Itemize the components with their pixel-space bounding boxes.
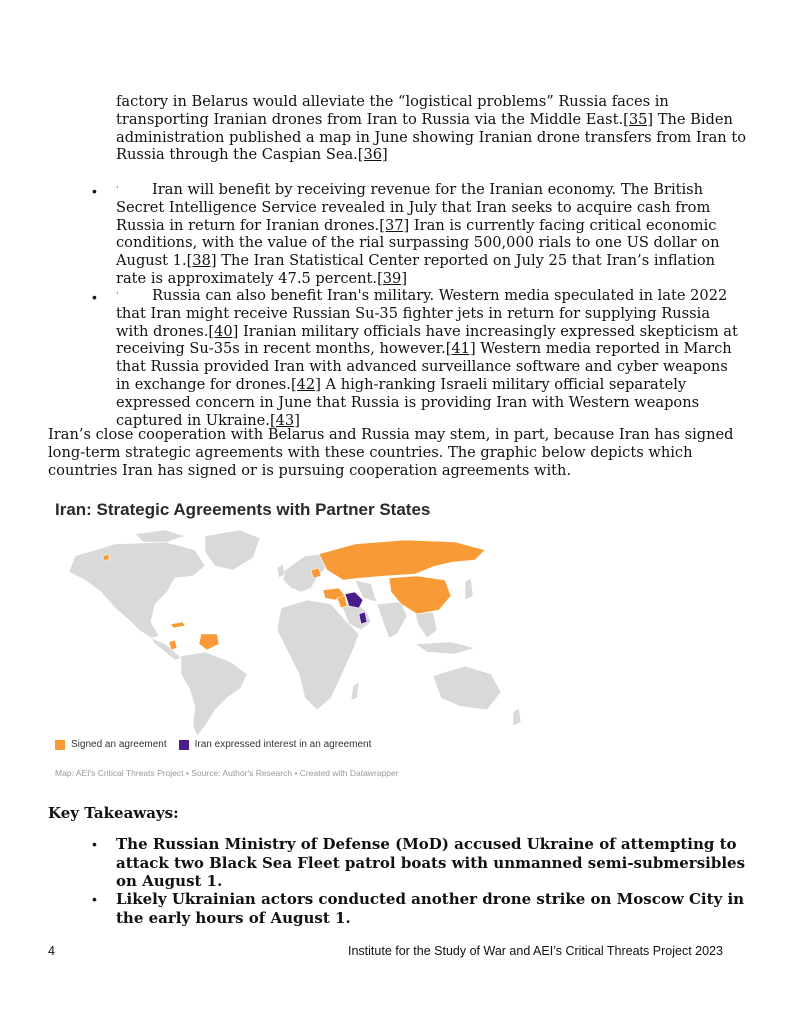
paragraph-text: Russia can also benefit Iran's military. Western media speculated in late 2022 that Iran might receive Russian Su-35 fighter jets in return for supplying Russia with drones. [116,287,728,340]
paragraph-iran-military [116,287,746,429]
takeaway-item: The Russian Ministry of Defense (MoD) accused Ukraine of attempting to attack two Black Sea Fleet patrol boats with unmanned semi-submersibles on August 1. [116,835,746,890]
paragraph-text: Iran will benefit by receiving revenue for the Iranian economy. The British Secret Intelligence Service revealed in July that Iran seeks to acquire cash from Russia in return for Iranian drones. [116,181,711,234]
paragraph-text: Western media reported in March that Russia provided Iran with advanced surveillance software and cyber weapons in exchange for drones. [116,340,732,393]
paragraph-iran-revenue [116,181,746,288]
map-credit: Map: AEI's Critical Threats Project • Source: Author's Research • Created with Datawrapper [55,768,399,778]
belarus-region [311,568,321,578]
bullet-icon: • [92,891,97,907]
bullet-icon: • [92,836,97,852]
paragraph-intro: Iran’s close cooperation with Belarus and Russia may stem, in part, because Iran has signed long-term strategic agreements with these countries. The graphic below depicts which countries Iran has signed or is pursuing cooperation agreements with. [48,426,734,479]
page-number: 4 [48,944,55,958]
cuba-region [171,622,185,628]
footnote-link-43[interactable]: [43] [269,411,300,429]
footnote-link-40[interactable]: [40] [208,322,239,340]
greenland-shape [205,530,260,570]
legend-swatch-interest [179,740,189,750]
australia-shape [433,666,501,710]
legend-swatch-signed [55,740,65,750]
footnote-link-39[interactable]: [39] [377,269,408,287]
southeast-asia-shape [415,612,437,638]
japan-shape [465,578,473,600]
legend-label-signed: Signed an agreement [71,739,167,750]
world-map-svg [55,526,540,741]
footnote-link-38[interactable]: [38] [186,252,217,270]
north-america-shape [69,542,205,638]
new-zealand-shape [513,708,521,726]
arctic-islands-shape [135,530,185,542]
south-america-shape [181,652,247,736]
bullet-icon: • [92,289,97,305]
paragraph-text: The Iran Statistical Center reported on July 25 that Iran’s inflation rate is approximately 47.5 percent. [116,252,716,287]
footer-source: Institute for the Study of War and AEI’s Critical Threats Project 2023 [348,944,723,958]
map-legend [55,739,371,750]
paragraph-text: Iranian military officials have increasingly expressed skepticism at receiving Su-35s in recent months, however. [116,322,738,358]
world-map [55,526,540,741]
madagascar-shape [351,682,359,700]
iraq-region [337,596,347,608]
bullet-mark: · [116,289,119,299]
indonesia-shape [415,642,475,654]
takeaway-item: Likely Ukrainian actors conducted another drone strike on Moscow City in the early hours of August 1. [116,890,745,927]
paragraph-text: The Biden administration published a map in June showing Iranian drone transfers from Iran to Russia through the Caspian Sea. [116,110,746,164]
central-america-shape [151,638,181,660]
venezuela-region [199,634,219,650]
footnote-link-35[interactable]: [35] [623,110,654,128]
footnote-link-41[interactable]: [41] [445,340,476,358]
russia-region [319,540,485,580]
key-takeaways-heading: Key Takeaways: [48,804,179,822]
map-title: Iran: Strategic Agreements with Partner States [55,500,431,519]
footnote-link-36[interactable]: [36] [357,146,388,164]
paragraph-text: A high-ranking Israeli military official separately expressed concern in June that Russia is providing Iran with Western weapons captured in Ukraine. [116,375,700,429]
paragraph-text: factory in Belarus would alleviate the “logistical problems” Russia faces in transporting Iranian drones from Iran to Russia via the Middle East. [116,93,669,128]
bullet-mark: · [116,183,119,193]
legend-label-interest: Iran expressed interest in an agreement [194,739,372,750]
paragraph-drone-factory [116,93,746,164]
footnote-link-37[interactable]: [37] [379,216,410,234]
south-asia-shape [377,602,407,638]
footnote-link-42[interactable]: [42] [290,375,321,393]
paragraph-text: Iran is currently facing critical economic conditions, with the value of the rial surpassing 500,000 rials to one US dollar on August 1. [116,216,720,270]
bullet-icon: • [92,183,97,199]
